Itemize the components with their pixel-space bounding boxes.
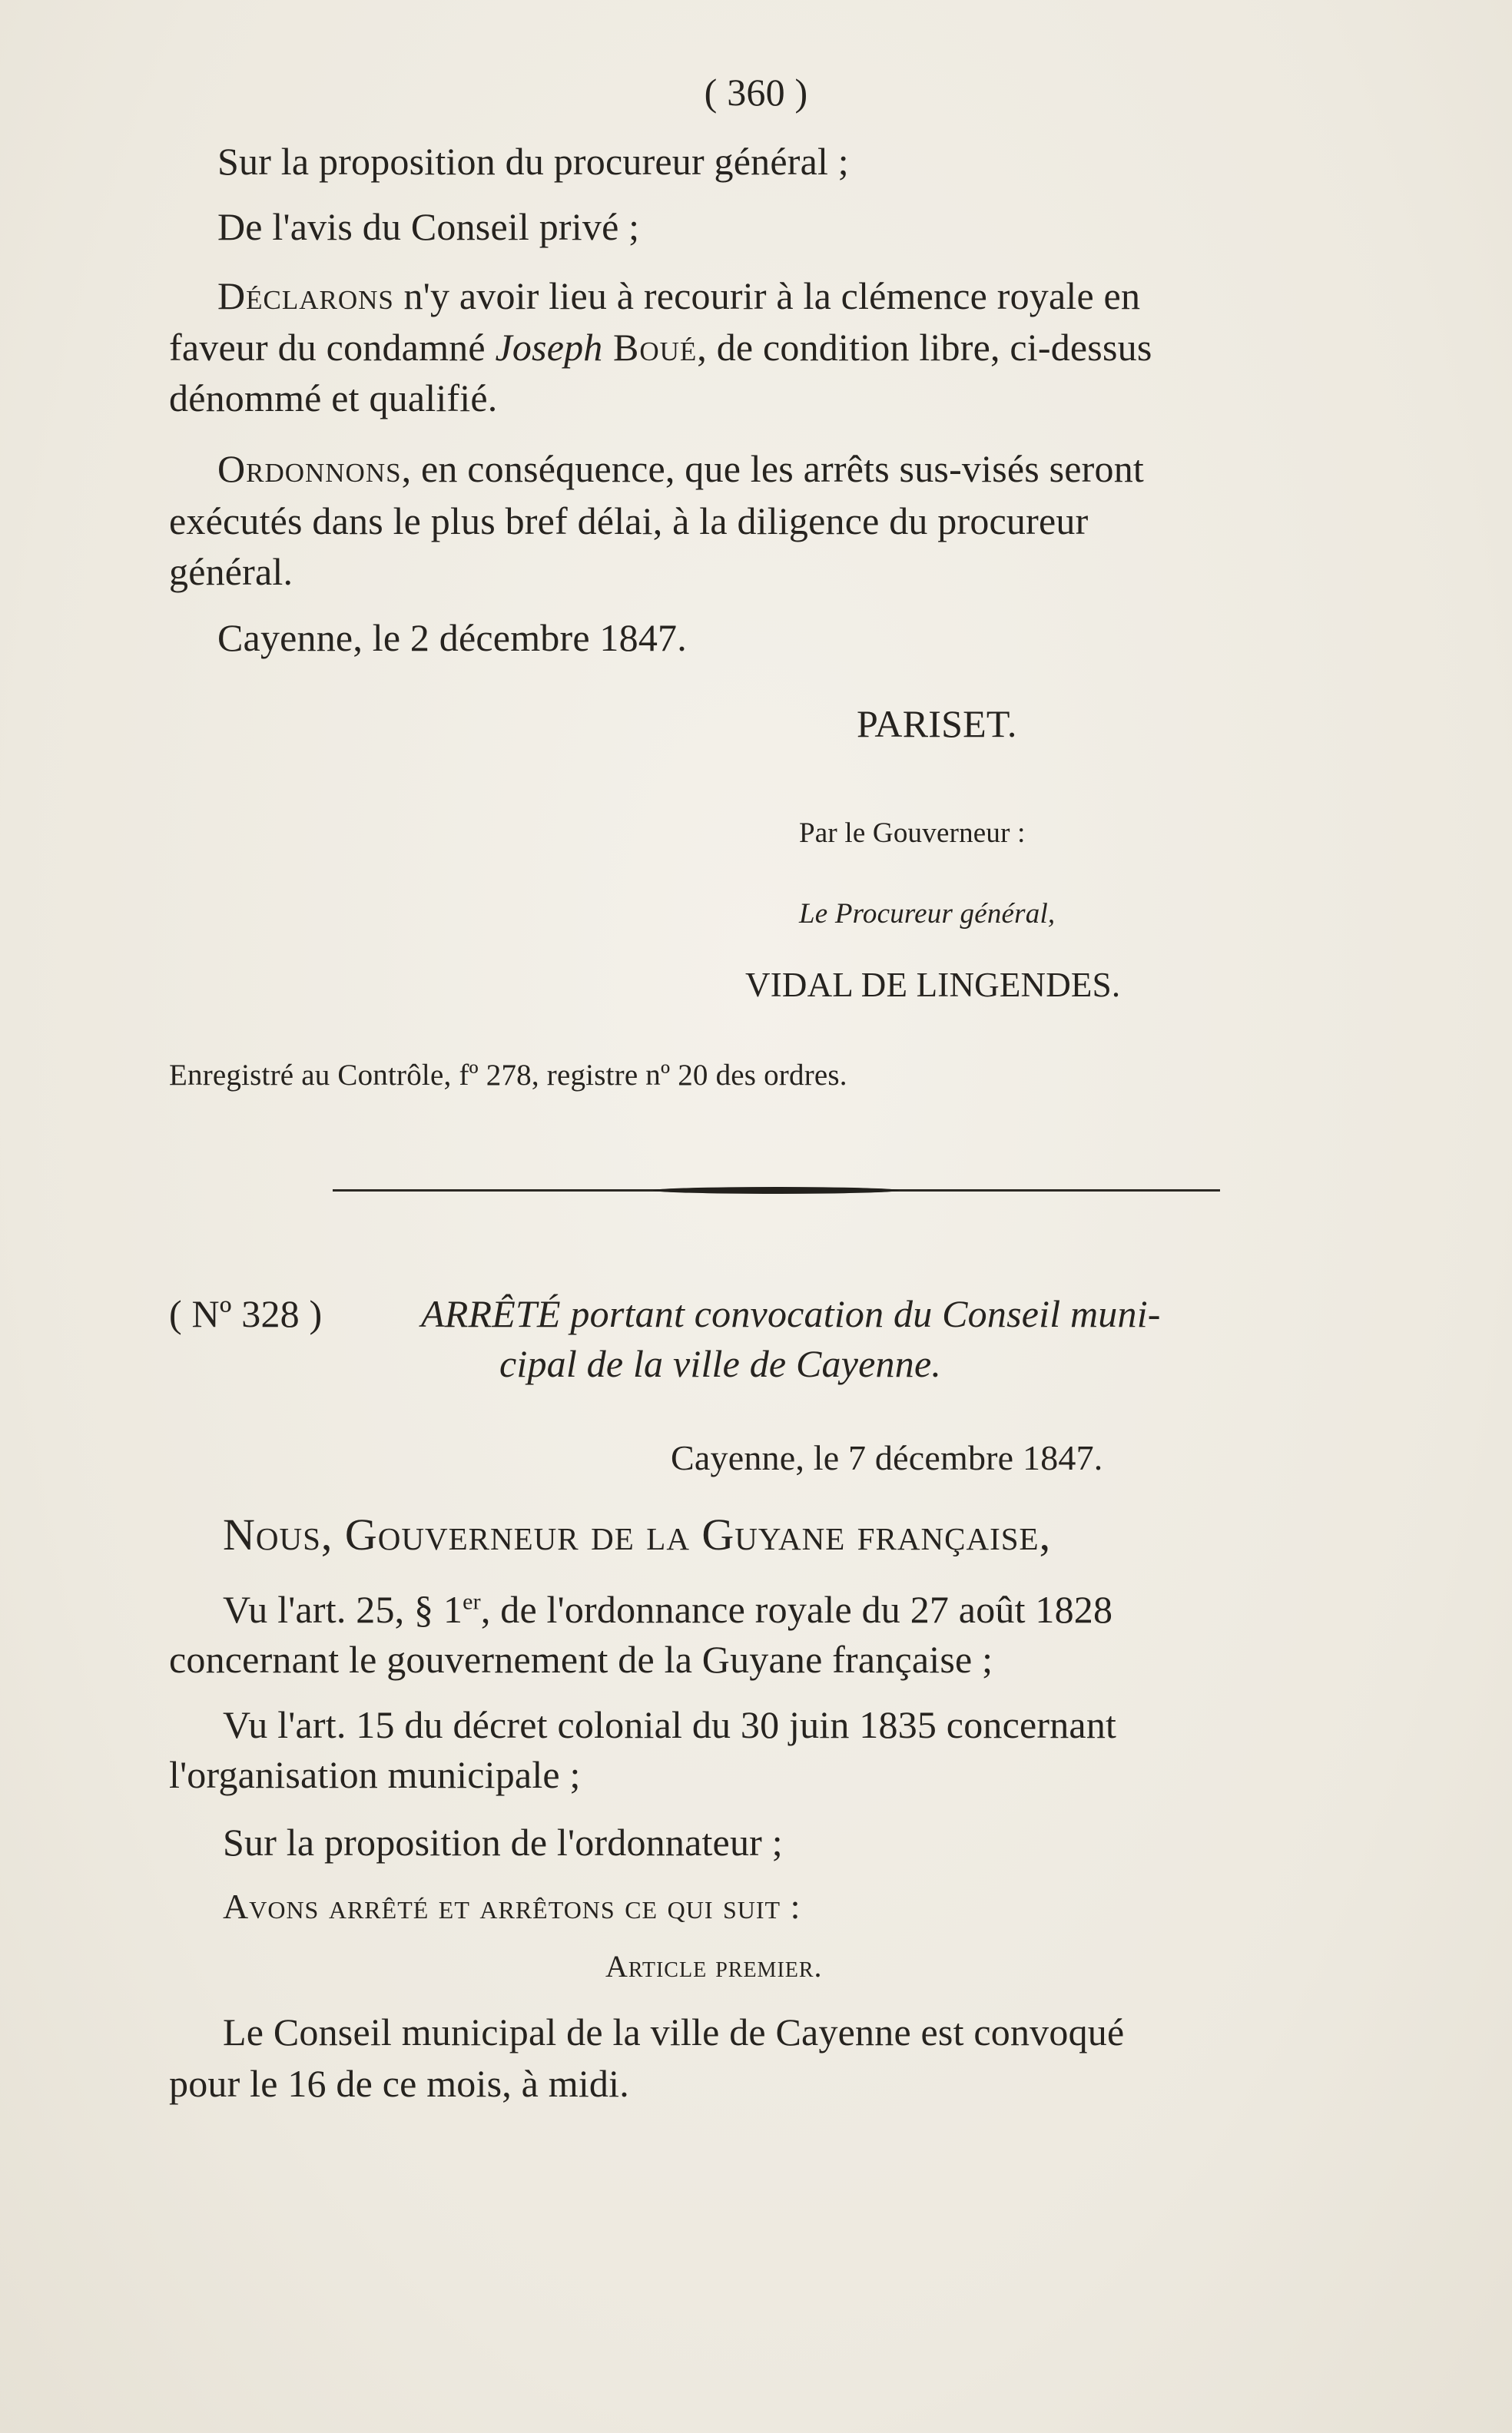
signature-pariset: PARISET. — [857, 702, 1017, 745]
vu-art-25 — [223, 1586, 1112, 1632]
paragraph-ordonnons — [217, 446, 1144, 492]
procureur-title: Le Procureur général, — [799, 898, 1056, 930]
convict-first-name: Joseph — [495, 326, 603, 369]
line-faveur — [169, 324, 1152, 370]
page-number: ( 360 ) — [704, 71, 808, 114]
separator-rule-center — [653, 1187, 899, 1194]
procureur-name: VIDAL DE LINGENDES. — [745, 966, 1121, 1004]
vu-art-25-sup: er — [463, 1589, 481, 1615]
vu-art-25-a: Vu l'art. 25, § 1 — [223, 1588, 463, 1631]
convict-surname: Boué — [602, 326, 698, 369]
article-1-text-cont: pour le 16 de ce mois, à midi. — [169, 2062, 629, 2105]
paragraph-declarons — [217, 273, 1140, 319]
sur-proposition: Sur la proposition de l'ordonnateur ; — [223, 1821, 783, 1864]
faveur-text-end: , de condition libre, ci-dessus — [697, 326, 1152, 369]
vu-art-25-cont: concernant le gouvernement de la Guyane française ; — [169, 1638, 993, 1681]
faveur-text: faveur du condamné — [169, 326, 496, 369]
paragraph-proposition: Sur la proposition du procureur général ; — [217, 140, 849, 183]
line-general: général. — [169, 550, 293, 593]
act-title-line2: cipal de la ville de Cayenne. — [499, 1342, 942, 1385]
enregistre-note: Enregistré au Contrôle, fº 278, registre nº 20 des ordres. — [169, 1059, 847, 1092]
act-title-line1: ARRÊTÉ portant convocation du Conseil muni- — [421, 1292, 1161, 1335]
ordonnons-text: , en conséquence, que les arrêts sus-visés seront — [401, 447, 1145, 490]
paragraph-avis: De l'avis du Conseil privé ; — [217, 205, 640, 248]
avons-arrete: Avons arrêté et arrêtons ce qui suit : — [223, 1887, 801, 1926]
article-premier-heading: Article premier. — [605, 1949, 823, 1984]
first-act-date: Cayenne, le 2 décembre 1847. — [217, 616, 687, 659]
nous-gouverneur: Nous, Gouverneur de la Guyane française, — [223, 1510, 1052, 1560]
line-executes: exécutés dans le plus bref délai, à la diligence du procureur — [169, 499, 1089, 542]
vu-art-15: Vu l'art. 15 du décret colonial du 30 juin 1835 concernant — [223, 1703, 1117, 1746]
article-1-text: Le Conseil municipal de la ville de Cayenne est convoqué — [223, 2010, 1125, 2053]
act-number: ( Nº 328 ) — [169, 1292, 323, 1335]
declarons-keyword: Déclarons — [217, 274, 394, 317]
declarons-text: n'y avoir lieu à recourir à la clémence royale en — [393, 274, 1141, 317]
line-denomme: dénommé et qualifié. — [169, 376, 498, 419]
vu-art-25-b: , de l'ordonnance royale du 27 août 1828 — [480, 1588, 1113, 1631]
ordonnons-keyword: Ordonnons — [217, 447, 402, 490]
vu-art-15-cont: l'organisation municipale ; — [169, 1753, 581, 1796]
par-le-gouverneur: Par le Gouverneur : — [799, 817, 1026, 849]
second-act-date: Cayenne, le 7 décembre 1847. — [671, 1438, 1103, 1477]
